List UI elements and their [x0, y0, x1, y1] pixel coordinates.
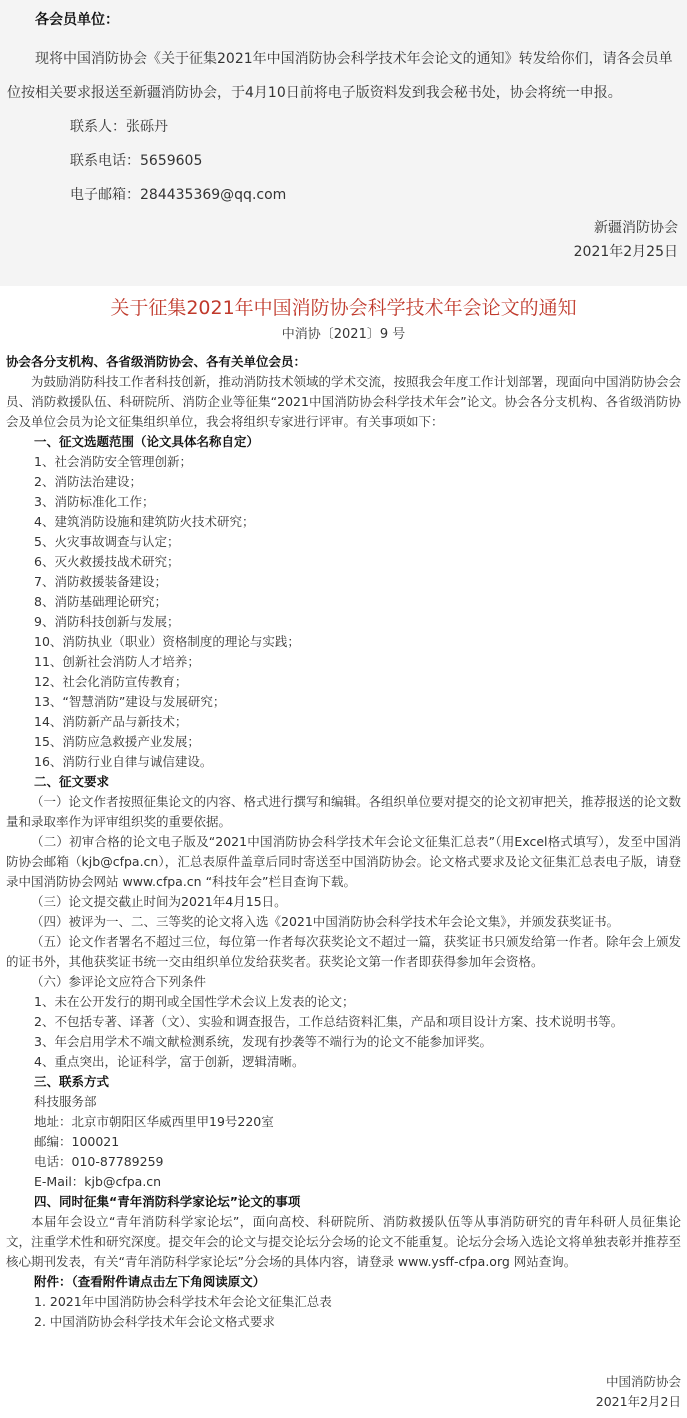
requirement-2: （二）初审合格的论文电子版及“2021中国消防协会科学技术年会论文征集汇总表”（用Excel格式填写），发至中国消防协会邮箱（kjb@cfpa.cn），汇总表原件盖章后同时寄送至中国消防协会。论文格式要求及论文征集汇总表电子版，请登录中国消防协会网站 www.cfpa.cn “科技年会”栏目查询下载。	[6, 834, 681, 889]
topic-item: 7、消防救援装备建设；	[34, 574, 167, 589]
condition-item: 4、重点突出，论证科学，富于创新，逻辑清晰。	[34, 1054, 305, 1069]
requirement-1: （一）论文作者按照征集论文的内容、格式进行撰写和编辑。各组织单位要对提交的论文初审把关，推荐报送的论文数量和录取率作为评审组织奖的重要依据。	[6, 794, 682, 829]
topic-item: 14、消防新产品与新技术；	[34, 714, 188, 729]
topic-item: 8、消防基础理论研究；	[34, 594, 167, 609]
section-heading-contact: 三、联系方式	[34, 1074, 110, 1089]
topic-item: 5、火灾事故调查与认定；	[34, 534, 180, 549]
forward-letter	[0, 0, 687, 286]
contact-postcode: 邮编：100021	[34, 1134, 120, 1149]
condition-item: 1、未在公开发行的期刊或全国性学术会议上发表的论文；	[34, 994, 355, 1009]
topic-item: 3、消防标准化工作；	[34, 494, 155, 509]
topic-item: 4、建筑消防设施和建筑防火技术研究；	[34, 514, 255, 529]
requirement-5: （五）论文作者署名不超过三位，每位第一作者每次获奖论文不超过一篇，获奖证书只颁发给第一作者。除年会上颁发的证书外，其他获奖证书统一交由组织单位发给获奖者。获奖论文第一作者即获得参加年会资格。	[6, 934, 682, 969]
topic-item: 15、消防应急救援产业发展；	[34, 734, 200, 749]
notice-title: 关于征集2021年中国消防协会科学技术年会论文的通知	[110, 297, 577, 319]
requirement-4: （四）被评为一、二、三等奖的论文将入选《2021中国消防协会科学技术年会论文集》，并颁发获奖证书。	[31, 914, 620, 929]
forward-body: 现将中国消防协会《关于征集2021年中国消防协会科学技术年会论文的通知》转发给你们，请各会员单位按相关要求报送至新疆消防协会，于4月10日前将电子版资料发到我会秘书处，协会将统一申报。	[7, 51, 673, 101]
notice-sign-org: 中国消防协会	[605, 1374, 681, 1389]
attachment-item[interactable]: 1. 2021年中国消防协会科学技术年会论文征集汇总表	[34, 1294, 332, 1309]
attachments-heading: 附件：（查看附件请点击左下角阅读原文）	[34, 1274, 266, 1289]
youth-forum-body: 本届年会设立“青年消防科学家论坛”，面向高校、科研院所、消防救援队伍等从事消防研究的青年科研人员征集论文，注重学术性和研究深度。提交年会的论文与提交论坛分会场的论文不能重复。论坛分会场入选论文将单独表彰并推荐至核心期刊发表，有关“青年消防科学家论坛”分会场的具体内容，请登录 www.ysff-cfpa.org 网站查询。	[6, 1214, 682, 1269]
section-heading-requirements: 二、征文要求	[34, 774, 110, 789]
condition-item: 2、不包括专著、译著（文）、实验和调查报告，工作总结资料汇集，产品和项目设计方案、技术说明书等。	[34, 1014, 624, 1029]
requirement-6: （六）参评论文应符合下列条件	[31, 974, 207, 989]
forward-sign-date: 2021年2月25日	[573, 244, 678, 260]
topic-item: 2、消防法治建设；	[34, 474, 142, 489]
notice-intro: 为鼓励消防科技工作者科技创新，推动消防技术领域的学术交流，按照我会年度工作计划部署，现面向中国消防协会会员、消防救援队伍、科研院所、消防企业等征集“2021中国消防协会科学技术年会”论文。协会各分支机构、各省级消防协会及单位会员为论文征集组织单位，我会将组织专家进行评审。有关事项如下：	[6, 374, 682, 429]
topic-item: 13、“智慧消防”建设与发展研究；	[34, 694, 226, 709]
contact-dept: 科技服务部	[34, 1094, 97, 1109]
contact-email-cfpa: E-Mail：kjb@cfpa.cn	[34, 1174, 162, 1189]
contact-address: 地址：北京市朝阳区华威西里甲19号220室	[34, 1114, 274, 1129]
contact-phone: 联系电话：5659605	[70, 153, 203, 169]
notice-sign-date: 2021年2月2日	[595, 1394, 681, 1409]
forward-sign-org: 新疆消防协会	[594, 220, 678, 236]
topic-item: 1、社会消防安全管理创新；	[34, 454, 192, 469]
contact-email: 电子邮箱：284435369@qq.com	[70, 187, 287, 203]
topic-item: 9、消防科技创新与发展；	[34, 614, 180, 629]
notice-doc-number: 中消协〔2021〕9 号	[281, 327, 406, 342]
requirement-3: （三）论文提交截止时间为2021年4月15日。	[31, 894, 287, 909]
condition-item: 3、年会启用学术不端文献检测系统，发现有抄袭等不端行为的论文不能参加评奖。	[34, 1034, 492, 1049]
topic-item: 11、创新社会消防人才培养；	[34, 654, 200, 669]
topic-item: 16、消防行业自律与诚信建设。	[34, 754, 213, 769]
contact-person: 联系人：张砾丹	[70, 119, 168, 135]
contact-tel: 电话：010-87789259	[34, 1154, 164, 1169]
section-heading-youth-forum: 四、同时征集“青年消防科学家论坛”论文的事项	[34, 1194, 301, 1209]
notice-body	[0, 352, 687, 1412]
forward-greeting: 各会员单位：	[35, 12, 119, 28]
topic-item: 10、消防执业（职业）资格制度的理论与实践；	[34, 634, 300, 649]
attachment-item[interactable]: 2. 中国消防协会科学技术年会论文格式要求	[34, 1314, 275, 1329]
section-heading-topics: 一、征文选题范围（论文具体名称自定）	[34, 434, 260, 449]
notice-addressee: 协会各分支机构、各省级消防协会、各有关单位会员：	[6, 354, 307, 369]
topic-item: 6、灭火救援技战术研究；	[34, 554, 180, 569]
topic-item: 12、社会化消防宣传教育；	[34, 674, 188, 689]
